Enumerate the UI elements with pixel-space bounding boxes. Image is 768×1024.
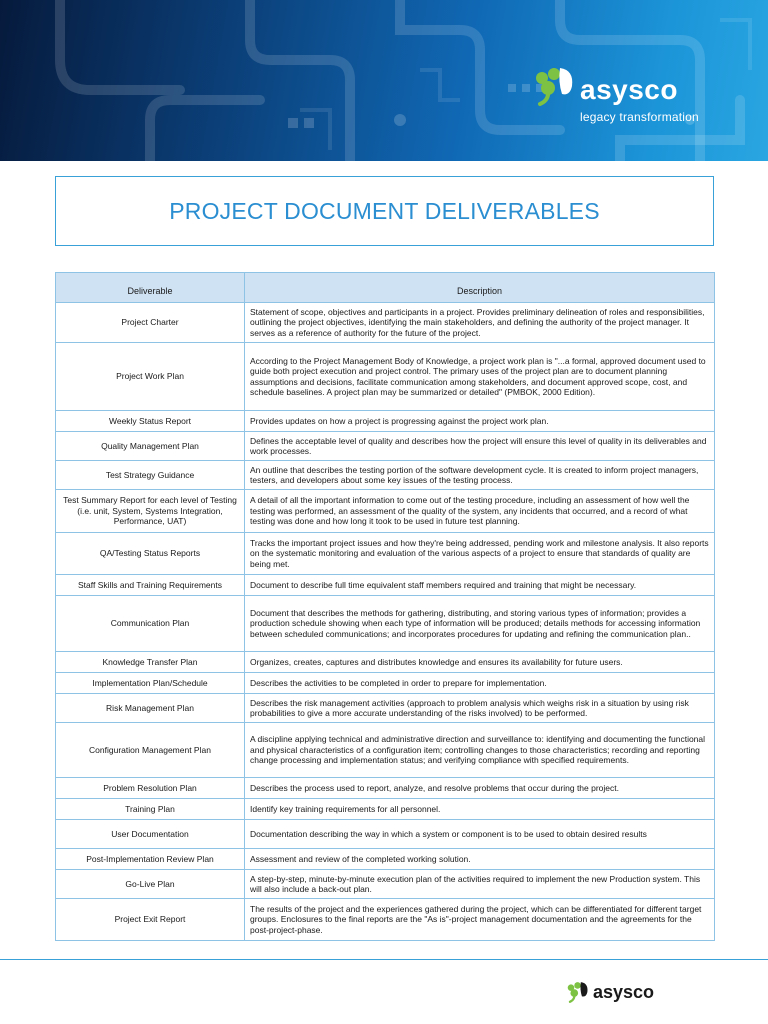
deliverable-cell: Knowledge Transfer Plan [56, 652, 245, 673]
table-row [56, 849, 715, 870]
description-cell: Identify key training requirements for all personnel. [245, 799, 715, 820]
header-brand [528, 58, 708, 128]
table-row [56, 899, 715, 941]
description-cell: Describes the risk management activities (approach to problem analysis which weighs risk in a situation by using risk probabilities to give a more accurate understanding of the risks involved) to be performed. [245, 694, 715, 723]
footer-wordmark: asysco [593, 982, 655, 1002]
description-cell: An outline that describes the testing portion of the software development cycle. It is created to inform project managers, testers, and developers about some key issues of the testing process. [245, 461, 715, 490]
description-cell: Document that describes the methods for gathering, distributing, and storing various types of information; provides a production schedule showing when each type of information will be produced; details methods for accessing information between scheduled communications; and incorporates procedures for updating and refining the communication plan.. [245, 596, 715, 652]
table-row [56, 799, 715, 820]
description-cell: A discipline applying technical and administrative direction and surveillance to: identifying and documenting the functional and physical characteristics of a configuration item; controlling changes to those characteristics; recording and reporting change processing and implementation status; and verifying compliance with specified requirements. [245, 723, 715, 778]
deliverable-cell: Project Charter [56, 303, 245, 343]
table-row [56, 303, 715, 343]
description-cell: Describes the process used to report, analyze, and resolve problems that occur during the project. [245, 778, 715, 799]
deliverable-cell: Communication Plan [56, 596, 245, 652]
description-cell: According to the Project Management Body of Knowledge, a project work plan is "...a formal, approved document used to guide both project execution and project control. The primary uses of the project plan are to document planning assumptions and decisions, facilitate communication among stakeholders, and document approved scope, cost, and schedule baselines. A project plan may be summarized or detailed" (PMBOK, 2000 Edition). [245, 343, 715, 411]
description-cell: Describes the activities to be completed in order to prepare for implementation. [245, 673, 715, 694]
table-row [56, 343, 715, 411]
description-cell: The results of the project and the experiences gathered during the project, which can be differentiated for different target groups. Enclosures to the final reports are the "As is"-project management documentation and the agreements for the post-project-phase. [245, 899, 715, 941]
deliverable-cell: Weekly Status Report [56, 411, 245, 432]
brand-tagline: legacy transformation [580, 110, 699, 124]
deliverable-cell: Go-Live Plan [56, 870, 245, 899]
table-row [56, 575, 715, 596]
table-row [56, 490, 715, 533]
column-header-deliverable: Deliverable [56, 273, 245, 303]
deliverable-cell: Configuration Management Plan [56, 723, 245, 778]
table-row [56, 461, 715, 490]
column-header-description: Description [245, 273, 715, 303]
table-row [56, 778, 715, 799]
deliverable-cell: Problem Resolution Plan [56, 778, 245, 799]
deliverable-cell: User Documentation [56, 820, 245, 849]
brand-wordmark: asysco [580, 74, 678, 105]
table-row [56, 870, 715, 899]
deliverable-cell: Staff Skills and Training Requirements [56, 575, 245, 596]
footer-divider [0, 959, 768, 960]
deliverable-cell: Project Work Plan [56, 343, 245, 411]
deliverable-cell: Quality Management Plan [56, 432, 245, 461]
asysco-logo-icon [563, 980, 591, 1004]
table-row [56, 673, 715, 694]
table-row [56, 694, 715, 723]
table-row [56, 596, 715, 652]
asysco-logo-icon [528, 64, 578, 108]
description-cell: A detail of all the important information to come out of the testing procedure, including an assessment of how well the testing was performed, an assessment of the quality of the system, any incidents that occurred, and a record of what testing was done and how long it took to be used in future test planning. [245, 490, 715, 533]
deliverable-cell: QA/Testing Status Reports [56, 533, 245, 575]
table-row [56, 533, 715, 575]
description-cell: Tracks the important project issues and how they're being addressed, pending work and milestone analysis. It also reports on the systematic monitoring and evaluation of the various aspects of a project to ensure that standards of quality are being met. [245, 533, 715, 575]
description-cell: Statement of scope, objectives and participants in a project. Provides preliminary delineation of roles and responsibilities, outlining the project objectives, identifying the main stakeholders, and defining the authority of the project manager. It serves as a reference of authority for the future of the project. [245, 303, 715, 343]
description-cell: Document to describe full time equivalent staff members required and training that might be necessary. [245, 575, 715, 596]
deliverables-table [55, 272, 715, 941]
deliverable-cell: Post-Implementation Review Plan [56, 849, 245, 870]
table-row [56, 820, 715, 849]
footer-brand [563, 978, 673, 1006]
title-box [55, 176, 714, 246]
deliverable-cell: Training Plan [56, 799, 245, 820]
table-row [56, 723, 715, 778]
page-title: PROJECT DOCUMENT DELIVERABLES [169, 197, 600, 224]
description-cell: A step-by-step, minute-by-minute execution plan of the activities required to implement the new Production system. This will also include a back-out plan. [245, 870, 715, 899]
table-row [56, 652, 715, 673]
deliverable-cell: Risk Management Plan [56, 694, 245, 723]
description-cell: Documentation describing the way in which a system or component is to be used to obtain desired results [245, 820, 715, 849]
description-cell: Defines the acceptable level of quality and describes how the project will ensure this level of quality in its deliverables and work processes. [245, 432, 715, 461]
table-header-row [56, 273, 715, 303]
deliverable-cell: Test Summary Report for each level of Testing (i.e. unit, System, Systems Integration, Performance, UAT) [56, 490, 245, 533]
header-banner [0, 0, 768, 161]
description-cell: Provides updates on how a project is progressing against the project work plan. [245, 411, 715, 432]
deliverable-cell: Implementation Plan/Schedule [56, 673, 245, 694]
deliverable-cell: Project Exit Report [56, 899, 245, 941]
description-cell: Organizes, creates, captures and distributes knowledge and ensures its availability for future users. [245, 652, 715, 673]
deliverable-cell: Test Strategy Guidance [56, 461, 245, 490]
table-row [56, 432, 715, 461]
description-cell: Assessment and review of the completed working solution. [245, 849, 715, 870]
table-row [56, 411, 715, 432]
